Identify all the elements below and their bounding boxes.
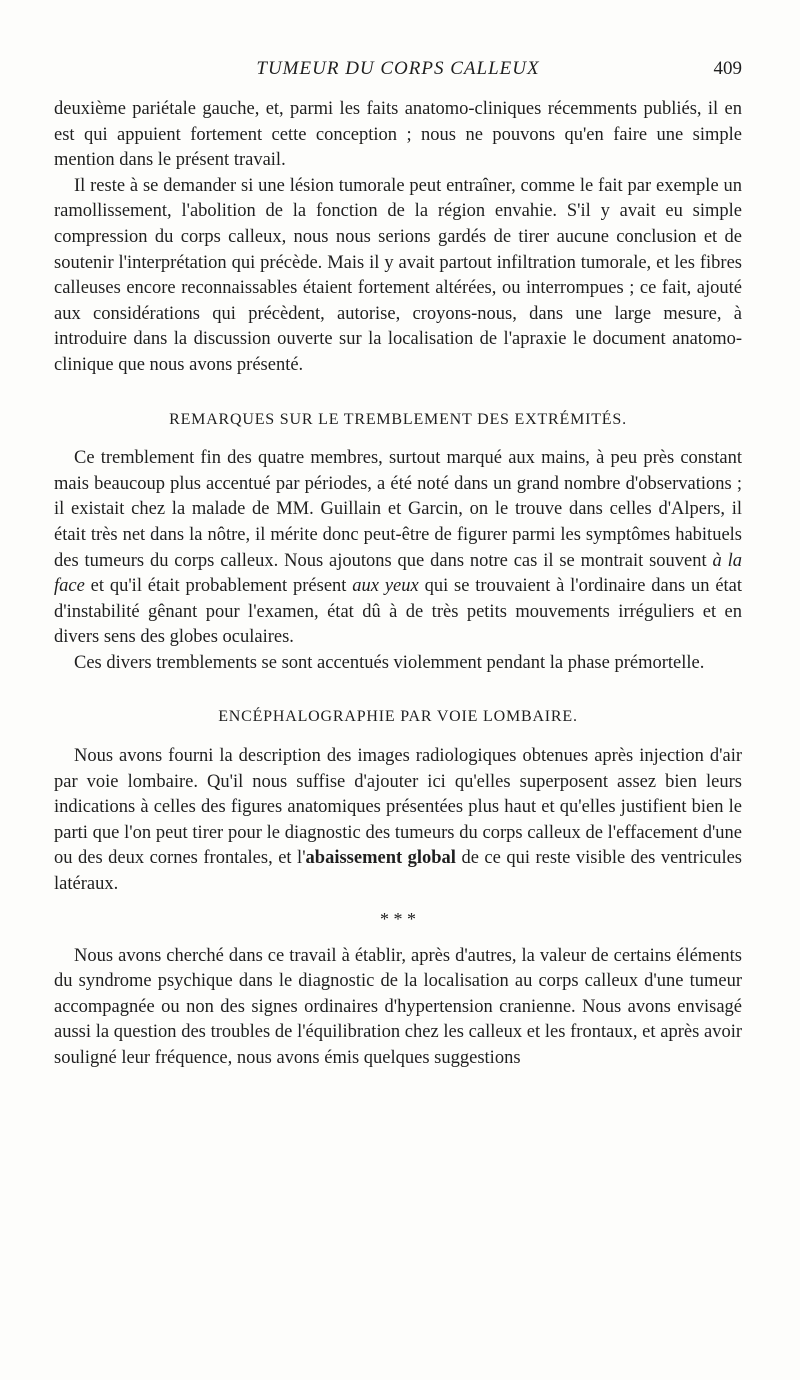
section-title-encephalographie: ENCÉPHALOGRAPHIE PAR VOIE LOMBAIRE. (218, 708, 578, 726)
paragraph-5-text-b: de ce qui reste visible des ventricules latéraux. (54, 848, 742, 895)
paragraph-2: Il reste à se demander si une lésion tumorale peut entraîner, comme le fait par exemple un ramollissement, l'abolition de la fonction de la région envahie. S'il y avait eu simple compression du corps calleux, nous nous serions gardés de tirer aucune conclusion et de soutenir l'interprétation qui précède. Mais il y avait partout infiltration tumorale, et les fibres calleuses encore reconnaissables étaient fortement altérées, ou interrompues ; ce fait, ajouté aux considérations qui précèdent, autorise, croyons-nous, dans une large mesure, à introduire dans la discussion ouverte sur la localisation de l'apraxie le document anatomo-clinique que nous avons présenté. (54, 175, 742, 375)
paragraph-6: Nous avons cherché dans ce travail à établir, après d'autres, la valeur de certains éléments du syndrome psychique dans le diagnostic de la localisation au corps calleux d'une tumeur accompagnée ou non des signes ordinaires d'hypertension cranienne. Nous avons envisagé aussi la question des troubles de l'équilibration chez les calleux et les frontaux, et après avoir souligné leur fréquence, nous avons émis quelques suggestions (54, 945, 742, 1068)
section-title-tremblement: REMARQUES SUR LE TREMBLEMENT DES EXTRÉMITÉS. (169, 410, 627, 428)
paragraph-5-text-a: Nous avons fourni la description des images radiologiques obtenues après injection d'air par voie lombaire. Qu'il nous suffise d'ajouter ici qu'elles superposent assez bien leurs indications à celles des figures anatomiques présentées plus haut et qu'elles justifient bien le parti que l'on peut tirer pour le diagnostic des tumeurs du corps calleux de l'effacement d'une ou des deux cornes frontales, et l' (54, 746, 742, 869)
paragraph-5 (54, 744, 742, 898)
running-title: TUMEUR DU CORPS CALLEUX (256, 58, 540, 79)
paragraph-3-text-b: et qu'il était probablement présent (90, 576, 347, 597)
paragraph-5-bold: abaissement global (305, 848, 456, 869)
paragraph-1: deuxième pariétale gauche, et, parmi les faits anatomo-cliniques récemments publiés, il en est qui appuient fortement cette conception ; nous ne pouvons qu'en faire une simple mention dans le présent travail. (54, 99, 742, 171)
paragraph-3-text-a: Ce tremblement fin des quatre membres, surtout marqué aux mains, à peu près constant mais beaucoup plus accentué par périodes, a été noté dans un grand nombre d'observations ; il existait chez la malade de MM. Guillain et Garcin, on le trouve dans celles d'Alpers, il était très net dans la nôtre, il mérite donc peut-être de figurer parmi les symptômes habituels des tumeurs du corps calleux. Nous ajoutons que dans notre cas il se montrait souvent (54, 448, 742, 571)
paragraph-3-italic-yeux: aux yeux (352, 576, 419, 597)
paragraph-3 (54, 446, 742, 651)
page-header (54, 58, 742, 88)
paragraph-3-italic-face: à la face (54, 550, 743, 597)
paragraph-4: Ces divers tremblements se sont accentués violemment pendant la phase prémortelle. (74, 652, 705, 673)
page-number: 409 (713, 58, 742, 79)
page-body (54, 97, 742, 1072)
paragraph-3-text-c: qui se trouvaient à l'ordinaire dans un état d'instabilité gênant pour l'examen, état dû à de très petits mouvements irréguliers et en divers sens des globes oculaires. (54, 576, 743, 648)
asterism-ornament: * * * (380, 908, 416, 929)
